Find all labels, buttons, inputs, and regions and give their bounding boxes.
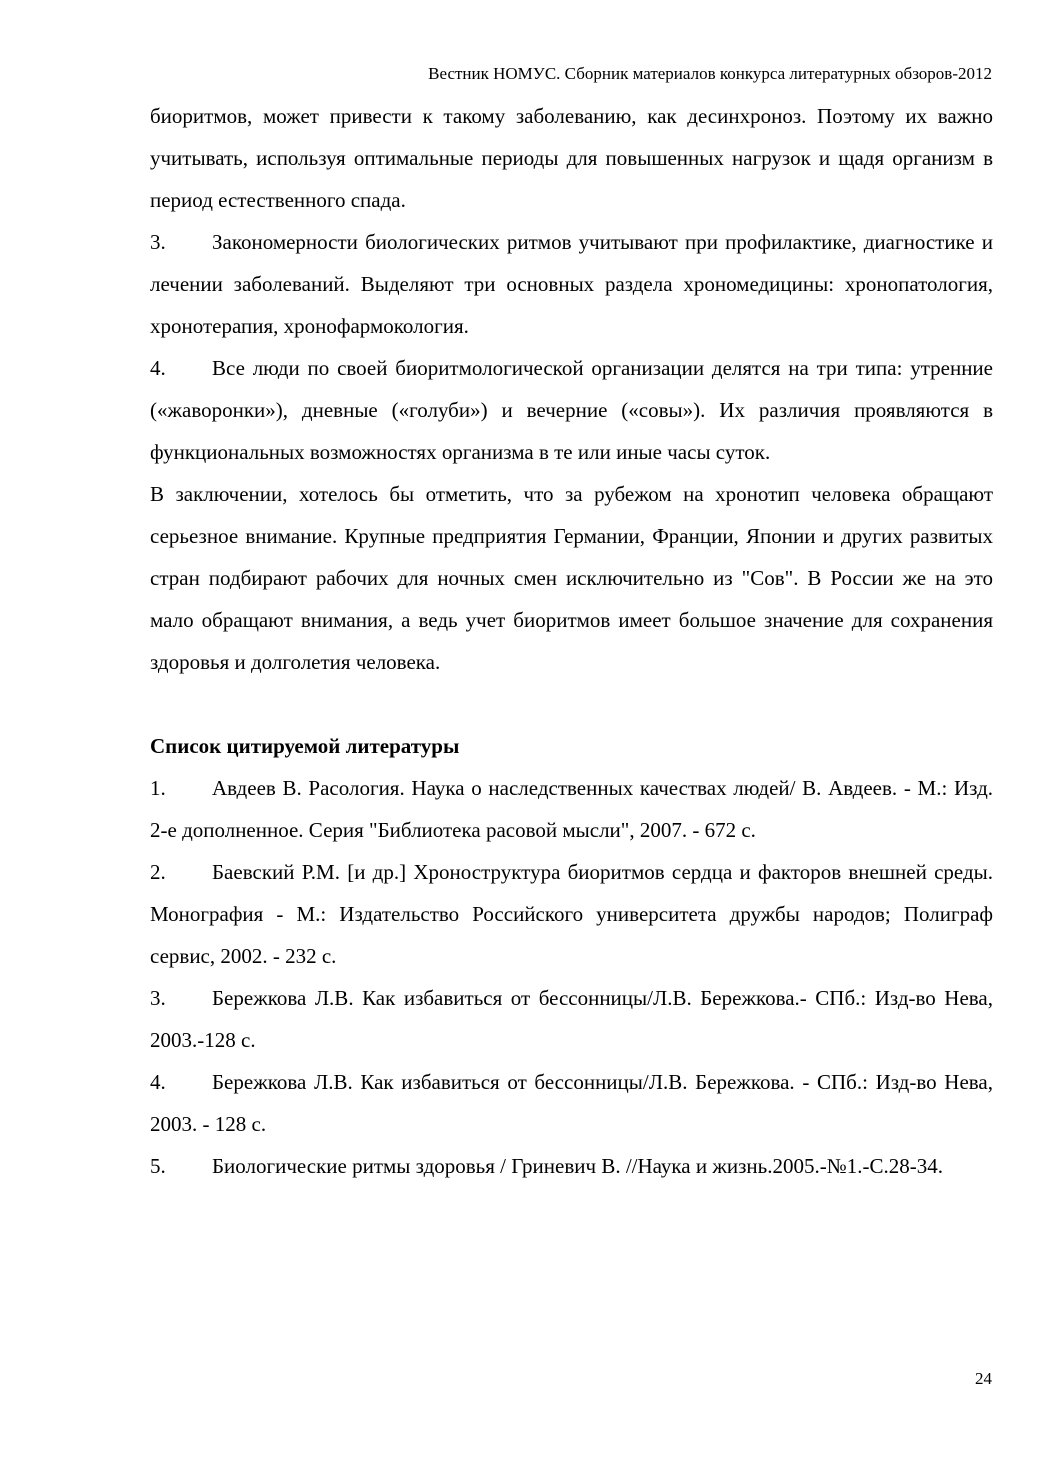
reference-item-1 — [150, 767, 993, 851]
list-item-text: Все люди по своей биоритмологической организации делятся на три типа: утренние («жаворонки»), дневные («голуби») и вечерние («совы»). Их различия проявляются в функциональных возможностях организма в те или иные часы суток. — [150, 356, 993, 464]
reference-item-5 — [150, 1145, 993, 1187]
section-spacer — [150, 683, 993, 725]
reference-item-2 — [150, 851, 993, 977]
list-item-3 — [150, 221, 993, 347]
page-number: 24 — [975, 1369, 992, 1388]
page-content — [150, 95, 993, 1187]
reference-item-3 — [150, 977, 993, 1061]
list-item-4 — [150, 347, 993, 473]
reference-text: Биологические ритмы здоровья / Гриневич В. //Наука и жизнь.2005.-№1.-С.28-34. — [212, 1154, 943, 1178]
reference-number: 1. — [150, 776, 166, 800]
reference-text: Авдеев В. Расология. Наука о наследственных качествах людей/ В. Авдеев. - М.: Изд. 2-е дополненное. Серия "Библиотека расовой мысли", 2007. - 672 с. — [150, 776, 993, 842]
reference-number: 3. — [150, 986, 166, 1010]
list-item-number: 4. — [150, 356, 166, 380]
reference-item-4 — [150, 1061, 993, 1145]
references-heading: Список цитируемой литературы — [150, 734, 460, 758]
reference-number: 4. — [150, 1070, 166, 1094]
paragraph-continuation: биоритмов, может привести к такому заболеванию, как десинхроноз. Поэтому их важно учитывать, используя оптимальные периоды для повышенных нагрузок и щадя организм в период естественного спада. — [150, 104, 993, 212]
reference-number: 2. — [150, 860, 166, 884]
list-item-number: 3. — [150, 230, 166, 254]
reference-text: Бережкова Л.В. Как избавиться от бессонницы/Л.В. Бережкова.- СПб.: Изд-во Нева, 2003.-128 с. — [150, 986, 993, 1052]
list-item-text: Закономерности биологических ритмов учитывают при профилактике, диагностике и лечении заболеваний. Выделяют три основных раздела хрономедицины: хронопатология, хронотерапия, хронофармокология. — [150, 230, 993, 338]
running-header: Вестник НОМУС. Сборник материалов конкурса литературных обзоров-2012 — [428, 64, 992, 83]
reference-text: Баевский Р.М. [и др.] Хроноструктура биоритмов сердца и факторов внешней среды. Монография - М.: Издательство Российского университета дружбы народов; Полиграф сервис, 2002. - 232 с. — [150, 860, 993, 968]
reference-number: 5. — [150, 1154, 166, 1178]
conclusion-paragraph: В заключении, хотелось бы отметить, что за рубежом на хронотип человека обращают серьезное внимание. Крупные предприятия Германии, Франции, Японии и других развитых стран подбирают рабочих для ночных смен исключительно из "Сов". В России же на это мало обращают внимания, а ведь учет биоритмов имеет большое значение для сохранения здоровья и долголетия человека. — [150, 482, 993, 674]
reference-text: Бережкова Л.В. Как избавиться от бессонницы/Л.В. Бережкова. - СПб.: Изд-во Нева, 2003. - 128 с. — [150, 1070, 993, 1136]
